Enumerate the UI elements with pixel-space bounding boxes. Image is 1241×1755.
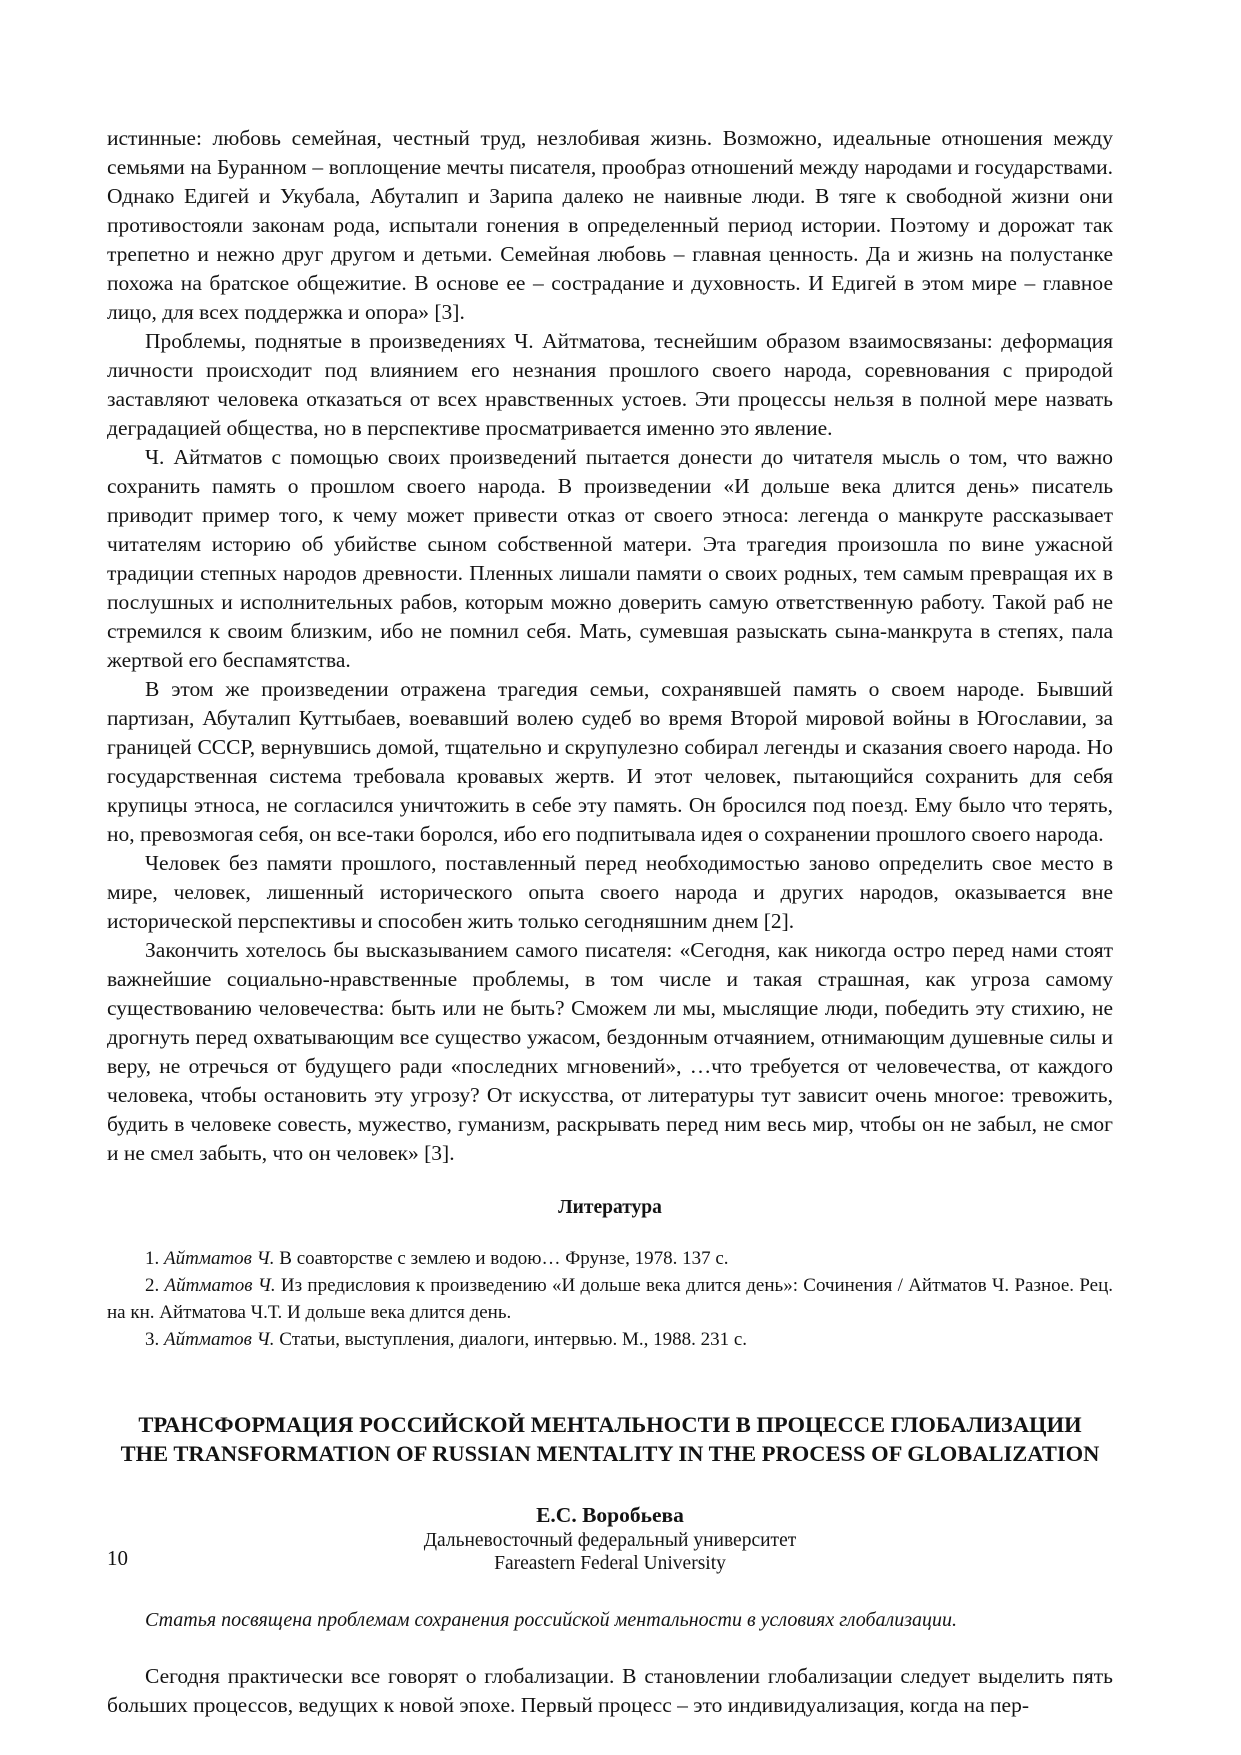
reference-item [107,1326,1113,1353]
reference-item [107,1245,1113,1272]
reference-author: Айтматов Ч. [164,1275,276,1296]
paragraph: Закончить хотелось бы высказыванием самого писателя: «Сегодня, как никогда остро перед нами стоят важнейшие социально-нравственные проблемы, в том числе и такая страшная, как угроза самому существованию человечества: быть или не быть? Сможем ли мы, мыслящие люди, победить эту стихию, не дрогнуть перед охватывающим все существо ужасом, бездонным отчаянием, отнимающим душевные силы и веру, не отречься от будущего ради «последних мгновений», …что требуется от человечества, от каждого человека, чтобы остановить эту угрозу? От искусства, от литературы тут зависит очень многое: тревожить, будить в человеке совесть, мужество, гуманизм, раскрывать перед ним весь мир, чтобы он не забыл, не смог и не смел забыть, что он человек» [3]. [107,938,1113,1165]
page-number: 10 [107,1546,128,1570]
paragraph: Ч. Айтматов с помощью своих произведений пытается донести до читателя мысль о том, что важно сохранить память о прошлом своего народа. В произведении «И дольше века длится день» писатель приводит пример того, к чему может привести отказ от своего этноса: легенда о манкруте рассказывает читателям историю об убийстве сыном собственной матери. Эта трагедия произошла по вине ужасной традиции степных народов древности. Пленных лишали памяти о своих родных, тем самым превращая их в послушных и исполнительных рабов, которым можно доверить самую ответственную работу. Такой раб не стремился к своим близким, ибо не помнил себя. Мать, сумевшая разыскать сына-манкрута в степях, пала жертвой его беспамятства. [107,445,1113,672]
author-name: Е.С. Воробьева [536,1503,684,1527]
reference-text: Из предисловия к произведению «И дольше века длится день»: Сочинения / Айтматов Ч. Разное. Рец. на кн. Айтматова Ч.Т. И дольше века длится день. [107,1275,1114,1323]
affiliation-russian: Дальневосточный федеральный университет [423,1530,797,1551]
article-abstract: Статья посвящена проблемам сохранения российской ментальности в условиях глобализации. [145,1609,958,1631]
reference-number: 1. [145,1248,160,1269]
affiliation-english: Fareastern Federal University [494,1553,726,1574]
reference-item [107,1272,1113,1326]
references-list [107,1245,1113,1353]
reference-number: 3. [145,1329,160,1350]
references-heading: Литература [558,1197,662,1218]
paragraph-continuation: истинные: любовь семейная, честный труд, незлобивая жизнь. Возможно, идеальные отношения между семьями на Буранном – воплощение мечты писателя, прообраз отношений между народами и государствами. Однако Едигей и Укубала, Абуталип и Зарипа далеко не наивные люди. В тяге к свободной жизни они противостояли законам рода, испытали гонения в определенный период истории. Поэтому и дорожат так трепетно и нежно друг другом и детьми. Семейная любовь – главная ценность. Да и жизнь на полустанке похожа на братское общежитие. В основе ее – сострадание и духовность. И Едигей в этом мире – главное лицо, для всех поддержка и опора» [3]. [107,126,1113,324]
author-block [107,1502,1113,1575]
reference-text: В соавторстве с землею и водою… Фрунзе, 1978. 137 с. [279,1248,729,1269]
reference-number: 2. [145,1275,160,1296]
reference-text: Статьи, выступления, диалоги, интервью. М., 1988. 231 с. [279,1329,748,1350]
paragraph: Проблемы, поднятые в произведениях Ч. Айтматова, теснейшим образом взаимосвязаны: деформация личности происходит под влиянием его незнания прошлого своего народа, соревнования с природой заставляют человека отказаться от всех нравственных устоев. Эти процессы нельзя в полной мере назвать деградацией общества, но в перспективе просматривается именно это явление. [107,329,1113,440]
reference-author: Айтматов Ч. [164,1329,275,1350]
reference-author: Айтматов Ч. [164,1248,275,1269]
article-title-english: THE TRANSFORMATION OF RUSSIAN MENTALITY IN THE PROCESS OF GLOBALIZATION [120,1441,1100,1466]
paragraph: Сегодня практически все говорят о глобализации. В становлении глобализации следует выделить пять больших процессов, ведущих к новой эпохе. Первый процесс – это индивидуализация, когда на пер- [107,1664,1113,1717]
article-title-russian: ТРАНСФОРМАЦИЯ РОССИЙСКОЙ МЕНТАЛЬНОСТИ В ПРОЦЕССЕ ГЛОБАЛИЗАЦИИ [138,1412,1082,1437]
paragraph: В этом же произведении отражена трагедия семьи, сохранявшей память о своем народе. Бывший партизан, Абуталип Куттыбаев, воевавший волею судеб во время Второй мировой войны в Югославии, за границей СССР, вернувшись домой, тщательно и скрупулезно собирал легенды и сказания своего народа. Но государственная система требовала кровавых жертв. И этот человек, пытающийся сохранить для себя крупицы этноса, не согласился уничтожить в себе эту память. Он бросился под поезд. Ему было что терять, но, превозмогая себя, он все-таки боролся, ибо его подпитывала идея о сохранении прошлого своего народа. [107,677,1113,846]
paragraph: Человек без памяти прошлого, поставленный перед необходимостью заново определить свое место в мире, человек, лишенный исторического опыта своего народа и других народов, оказывается вне исторической перспективы и способен жить только сегодняшним днем [2]. [107,851,1113,933]
